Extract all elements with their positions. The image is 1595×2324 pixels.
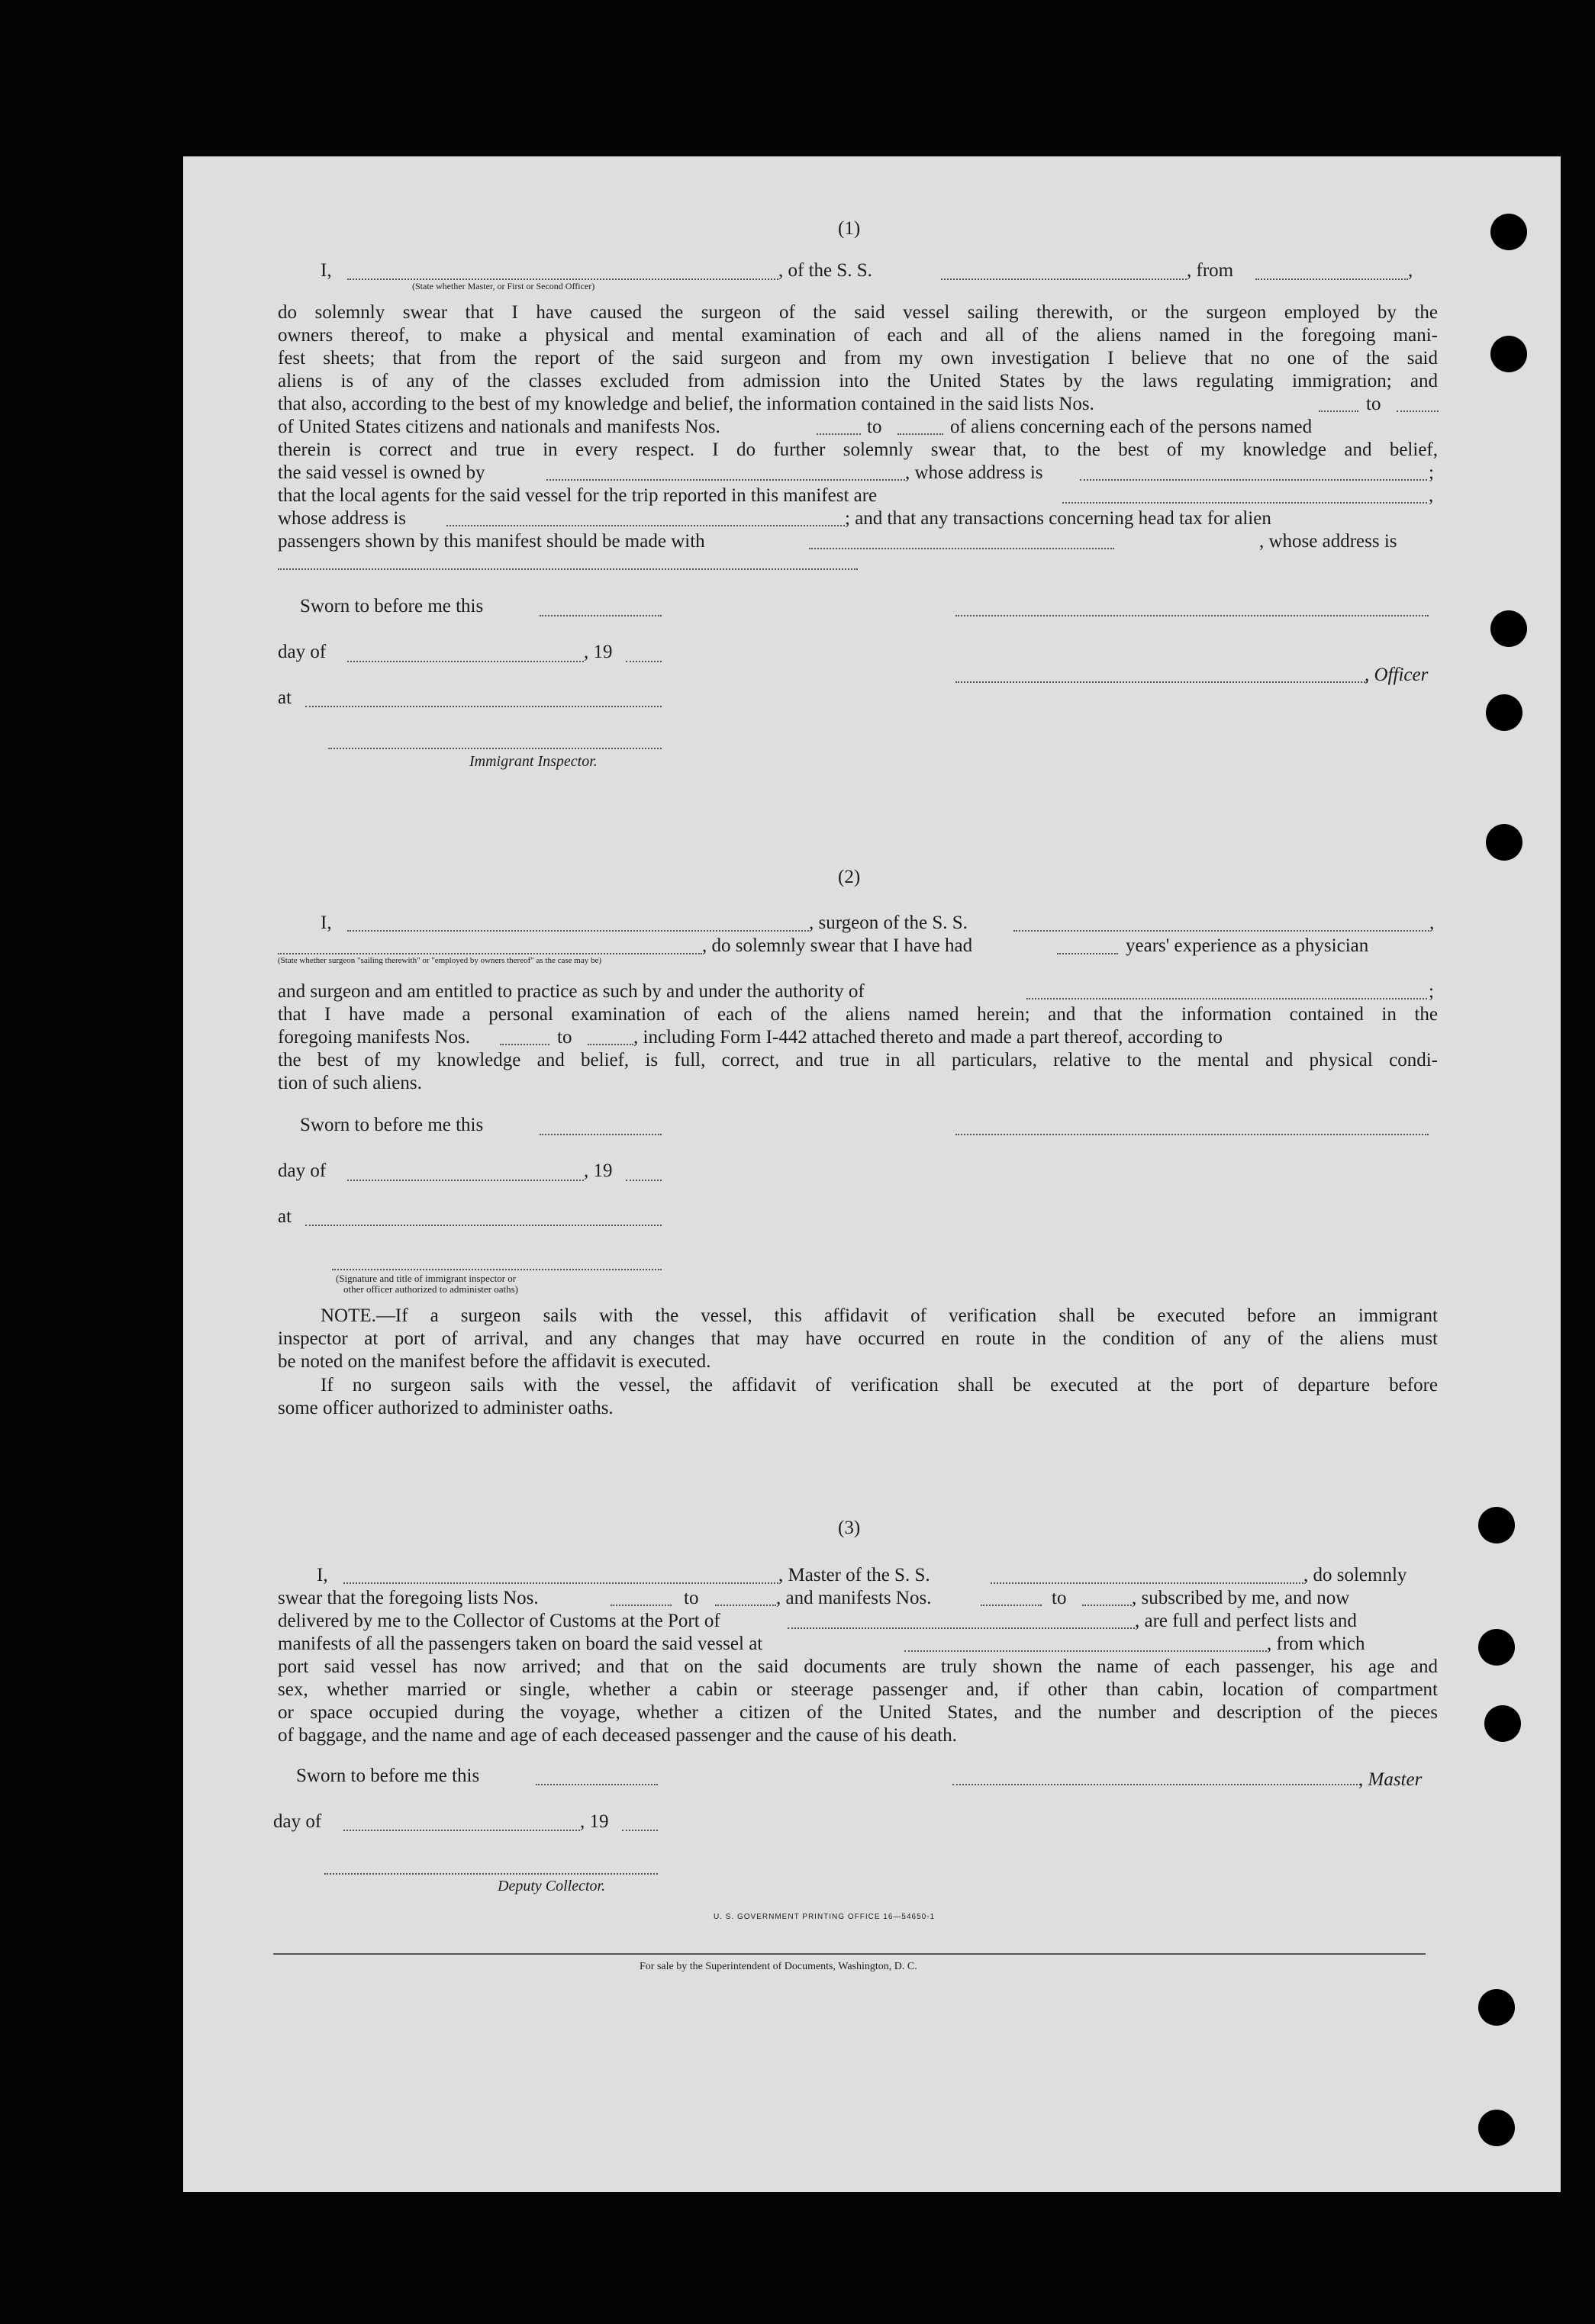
blank-field[interactable] <box>347 661 584 662</box>
punch-hole <box>1486 824 1522 861</box>
blank-field[interactable] <box>1062 502 1427 504</box>
field-caption: (State whether surgeon "sailing therewith" or "employed by owners thereof" as the case may be) <box>278 956 602 965</box>
section-number: (3) <box>838 1518 861 1538</box>
blank-field[interactable] <box>1080 479 1427 481</box>
blank-field[interactable] <box>347 278 778 280</box>
signature-line[interactable] <box>952 1784 1361 1785</box>
blank-field[interactable] <box>305 706 662 707</box>
paragraph-line: fest sheets; that from the report of the said surgeon and from my own investigation I believe that no one of the said <box>278 348 1438 369</box>
to-label: to <box>684 1588 699 1608</box>
blank-field[interactable] <box>536 1784 658 1785</box>
blank-field[interactable] <box>788 1627 1135 1629</box>
punch-hole <box>1478 1629 1515 1666</box>
blank-field[interactable] <box>622 1830 658 1831</box>
paragraph-line: , do solemnly <box>1303 1565 1407 1585</box>
punch-hole <box>1490 336 1527 372</box>
address-label: , whose address is <box>1259 531 1397 552</box>
blank-field[interactable] <box>1057 953 1118 954</box>
punctuation: ; <box>1429 462 1434 483</box>
sworn-label: Sworn to before me this <box>300 596 484 616</box>
inspector-caption: Immigrant Inspector. <box>469 753 598 770</box>
paragraph-line: therein is correct and true in every respect. I do further solemnly swear that, to the best of my knowledge and belief, <box>278 439 1438 460</box>
punch-hole <box>1490 610 1527 647</box>
paragraph-line: , and manifests Nos. <box>776 1588 932 1608</box>
to-label: to <box>1052 1588 1067 1608</box>
signature-line[interactable] <box>324 1873 658 1875</box>
section-number: (2) <box>838 867 861 887</box>
head-tax-label: passengers shown by this manifest should be made with <box>278 531 705 552</box>
paragraph-line: the best of my knowledge and belief, is full, correct, and true in all particulars, relative to the mental and physical condi- <box>278 1050 1438 1070</box>
collector-caption: Deputy Collector. <box>498 1878 606 1894</box>
day-of-label: day of <box>278 1160 327 1181</box>
punctuation: , <box>1408 260 1413 281</box>
paragraph-line: of aliens concerning each of the persons named <box>950 417 1313 437</box>
blank-field[interactable] <box>1255 278 1408 280</box>
paragraph-line: or space occupied during the voyage, whether a citizen of the United States, and the number and description of the pieces <box>278 1702 1438 1723</box>
blank-field[interactable] <box>347 930 809 932</box>
officer-label: , Officer <box>1365 665 1429 685</box>
paragraph-line: , subscribed by me, and now <box>1132 1588 1350 1608</box>
blank-field[interactable] <box>278 568 858 570</box>
blank-field[interactable] <box>626 1180 662 1181</box>
punch-hole <box>1478 1507 1515 1543</box>
paragraph-line: of baggage, and the name and age of each deceased passenger and the cause of his death. <box>278 1725 957 1746</box>
declarant-label: I, <box>321 260 332 281</box>
year-label: , 19 <box>580 1811 609 1832</box>
blank-field[interactable] <box>715 1605 776 1606</box>
blank-field[interactable] <box>343 1582 778 1584</box>
from-label: , from <box>1187 260 1234 281</box>
paragraph-line: aliens is of any of the classes excluded from admission into the United States by the laws regulating immigration; and <box>278 371 1438 391</box>
sale-notice: For sale by the Superintendent of Documents, Washington, D. C. <box>640 1961 917 1972</box>
day-of-label: day of <box>273 1811 322 1832</box>
paragraph-line: foregoing manifests Nos. <box>278 1027 471 1048</box>
blank-field[interactable] <box>546 479 905 481</box>
footer-rule <box>273 1953 1426 1955</box>
paragraph-line: , are full and perfect lists and <box>1135 1611 1357 1631</box>
signature-line[interactable] <box>955 681 1368 683</box>
to-label: to <box>1366 394 1381 414</box>
paragraph-line: ; and that any transactions concerning head tax for alien <box>845 508 1271 529</box>
blank-field[interactable] <box>1397 410 1439 412</box>
surgeon-label: , surgeon of the S. S. <box>809 913 968 933</box>
blank-field[interactable] <box>1013 930 1429 932</box>
blank-field[interactable] <box>540 615 662 616</box>
blank-field[interactable] <box>991 1582 1303 1584</box>
punch-hole <box>1478 2110 1515 2146</box>
blank-field[interactable] <box>305 1225 662 1226</box>
paragraph-line: , do solemnly swear that I have had <box>702 935 973 956</box>
port-label: delivered by me to the Collector of Customs at the Port of <box>278 1611 720 1631</box>
paragraph-line: years' experience as a physician <box>1126 935 1369 956</box>
field-caption: (State whether Master, or First or Second Officer) <box>412 281 595 291</box>
paragraph-line: of United States citizens and nationals and manifests Nos. <box>278 417 720 437</box>
paragraph-line: that I have made a personal examination of each of the aliens named herein; and that the information contained in the <box>278 1004 1438 1025</box>
blank-field[interactable] <box>500 1044 549 1045</box>
signature-line[interactable] <box>955 1134 1429 1135</box>
blank-field[interactable] <box>817 433 861 435</box>
blank-field[interactable] <box>540 1134 662 1135</box>
master-caption: , Master <box>1358 1769 1423 1790</box>
blank-field[interactable] <box>941 278 1187 280</box>
year-label: , 19 <box>584 642 613 662</box>
blank-field[interactable] <box>343 1830 580 1831</box>
blank-field[interactable] <box>981 1605 1042 1606</box>
punch-hole <box>1484 1705 1521 1742</box>
note-line: inspector at port of arrival, and any changes that may have occurred en route in the condition of any of the aliens must <box>278 1328 1438 1349</box>
blank-field[interactable] <box>904 1650 1267 1652</box>
punctuation: ; <box>1429 981 1434 1002</box>
blank-field[interactable] <box>1082 1605 1132 1606</box>
day-of-label: day of <box>278 642 327 662</box>
paragraph-line: swear that the foregoing lists Nos. <box>278 1588 539 1608</box>
paragraph-line: sex, whether married or single, whether a cabin or steerage passenger and, if other than cabin, location of compartment <box>278 1679 1438 1700</box>
year-label: , 19 <box>584 1160 613 1181</box>
to-label: to <box>557 1027 572 1048</box>
note-label: NOTE. <box>321 1305 376 1326</box>
signature-caption: other officer authorized to administer oaths) <box>343 1283 518 1295</box>
signature-line[interactable] <box>328 748 662 749</box>
blank-field[interactable] <box>897 433 943 435</box>
master-label: , Master of the S. S. <box>778 1565 930 1585</box>
owner-label: the said vessel is owned by <box>278 462 485 483</box>
punch-hole <box>1478 1989 1515 2026</box>
punctuation: , <box>1429 913 1435 933</box>
blank-field[interactable] <box>1026 998 1427 999</box>
vessel-label: , of the S. S. <box>778 260 872 281</box>
punch-hole <box>1490 214 1527 250</box>
address-label: whose address is <box>278 508 407 529</box>
paragraph-line: that also, according to the best of my knowledge and belief, the information contained in the said lists Nos. <box>278 394 1094 414</box>
blank-field[interactable] <box>611 1605 672 1606</box>
signature-line[interactable] <box>332 1269 662 1270</box>
manifest-verification-form <box>183 156 1561 2192</box>
paragraph-line: owners thereof, to make a physical and mental examination of each and all of the aliens named in the foregoing mani- <box>278 325 1438 346</box>
blank-field[interactable] <box>1319 410 1358 412</box>
at-label: at <box>278 687 292 708</box>
paragraph-line: , including Form I-442 attached thereto and made a part thereof, according to <box>633 1027 1223 1048</box>
paragraph-line: port said vessel has now arrived; and that on the said documents are truly shown the name of each passenger, his age and <box>278 1656 1438 1677</box>
note-text: —If a surgeon sails with the vessel, this affidavit of verification shall be executed before an immigrant <box>375 1305 1438 1326</box>
agents-label: that the local agents for the said vessel for the trip reported in this manifest are <box>278 485 878 506</box>
blank-field[interactable] <box>588 1044 633 1045</box>
signature-caption: (Signature and title of immigrant inspector or <box>336 1273 517 1284</box>
printing-office-line: U. S. GOVERNMENT PRINTING OFFICE 16—54650-1 <box>714 1913 936 1921</box>
departure-label: manifests of all the passengers taken on board the said vessel at <box>278 1634 763 1654</box>
paragraph-line: do solemnly swear that I have caused the surgeon of the said vessel sailing therewith, or the surgeon employed by the <box>278 302 1438 323</box>
punctuation: , <box>1429 485 1434 506</box>
note-line: be noted on the manifest before the affidavit is executed. <box>278 1351 711 1372</box>
note-line <box>278 1305 1438 1328</box>
note-line: If no surgeon sails with the vessel, the affidavit of verification shall be executed at the port of departure before <box>321 1375 1438 1395</box>
at-label: at <box>278 1206 292 1227</box>
section-number: (1) <box>838 218 861 239</box>
address-label: , whose address is <box>905 462 1043 483</box>
blank-field[interactable] <box>626 661 662 662</box>
paragraph-line: , from which <box>1267 1634 1365 1654</box>
declarant-label: I, <box>317 1565 328 1585</box>
to-label: to <box>867 417 882 437</box>
signature-line[interactable] <box>955 615 1429 616</box>
blank-field[interactable] <box>446 525 845 526</box>
sworn-label: Sworn to before me this <box>296 1766 480 1786</box>
sworn-label: Sworn to before me this <box>300 1115 484 1135</box>
note-line: some officer authorized to administer oaths. <box>278 1398 614 1418</box>
authority-label: and surgeon and am entitled to practice as such by and under the authority of <box>278 981 865 1002</box>
punch-hole <box>1486 694 1522 731</box>
blank-field[interactable] <box>809 548 1114 549</box>
blank-field[interactable] <box>278 953 702 954</box>
declarant-label: I, <box>321 913 332 933</box>
blank-field[interactable] <box>347 1180 584 1181</box>
paragraph-line: tion of such aliens. <box>278 1073 422 1093</box>
